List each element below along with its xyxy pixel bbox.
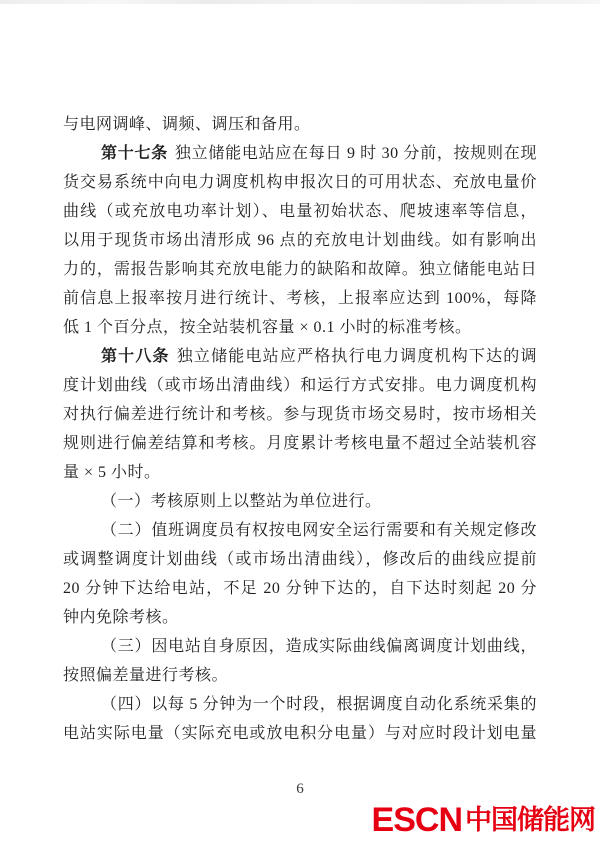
scan-edge-artifact [0,0,600,4]
footer-logo [372,803,595,837]
document-line: 曲线（或充放电功率计划）、电量初始状态、爬坡速率等信息， [63,203,537,220]
document-line: 钟内免除考核。 [63,609,179,626]
page-number: 6 [296,781,304,797]
document-line: （三）因电站自身原因，造成实际曲线偏离调度计划曲线， [101,638,537,655]
document-line: 第十八条 独立储能电站应严格执行电力调度机构下达的调 [101,348,537,365]
document-line: 规则进行偏差结算和考核。月度累计考核电量不超过全站装机容 [63,435,537,452]
document-line: 或调整调度计划曲线（或市场出清曲线），修改后的曲线应提前 [63,551,537,568]
article-number: 第十七条 [101,145,168,162]
document-line: 与电网调峰、调频、调压和备用。 [63,116,311,133]
article-number: 第十八条 [101,348,170,365]
document-line: （一）考核原则上以整站为单位进行。 [101,493,382,510]
escn-logo-chinese-text: 中国储能网 [465,804,595,835]
document-line: 20 分钟下达给电站，不足 20 分钟下达的，自下达时刻起 20 分 [63,580,537,597]
document-line: 量 × 5 小时。 [63,464,161,481]
document-line: 对执行偏差进行统计和考核。参与现货市场交易时，按市场相关 [63,406,537,423]
document-line: 低 1 个百分点，按全站装机容量 × 0.1 小时的标准考核。 [63,319,472,336]
document-line: （二）值班调度员有权按电网安全运行需要和有关规定修改 [101,522,537,539]
escn-logo-text: ESCN [371,801,462,839]
document-line: 第十七条 独立储能电站应在每日 9 时 30 分前，按规则在现 [101,145,537,162]
document-text [63,110,537,748]
document-line: 按照偏差量进行考核。 [63,667,229,684]
document-line: 电站实际电量（实际充电或放电积分电量）与对应时段计划电量 [63,725,537,742]
document-line: 以用于现货市场出清形成 96 点的充放电计划曲线。如有影响出 [63,232,537,249]
document-line: 货交易系统中向电力调度机构申报次日的可用状态、充放电量价 [63,174,537,191]
document-line: 力的，需报告影响其充放电能力的缺陷和故障。独立储能电站日 [63,261,537,278]
document-line: 度计划曲线（或市场出清曲线）和运行方式安排。电力调度机构 [63,377,537,394]
document-line: 前信息上报率按月进行统计、考核，上报率应达到 100%，每降 [63,290,537,307]
document-line: （四）以每 5 分钟为一个时段，根据调度自动化系统采集的 [101,696,537,713]
